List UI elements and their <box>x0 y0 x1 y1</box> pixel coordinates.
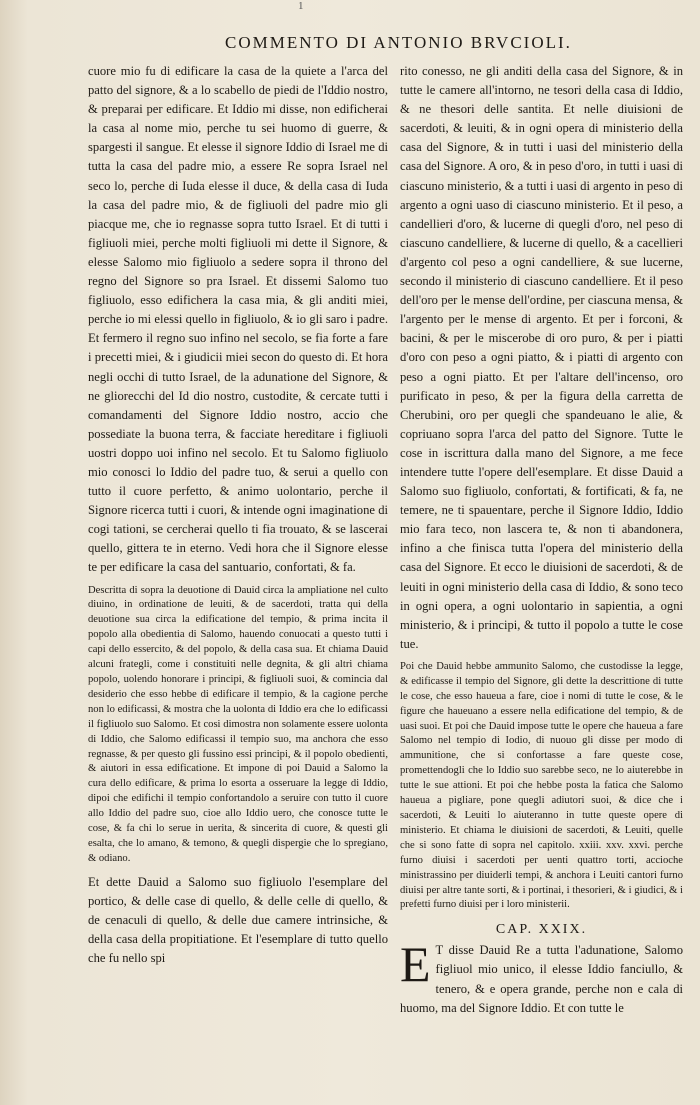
left-main-text: cuore mio fu di edificare la casa de la quiete a l'arca del patto del signore, & a lo scabello de piedi de l'Iddio nostro, & preparai per edificare. Et Iddio mi disse, non edificherai la casa al nome mio, perche tu sei huomo di guerre, & spargesti il sangue. Et elesse il signore Iddio di Israel me di tutta la casa del padre mio, a essere Re sopra Israel nel seco lo, perche di Iuda elesse il duce, & della casa di Iuda la casa del padre mio, & de figliuoli del padre mio gli piacque me, che io regnasse sopra tutto Israel. Et di tutti i figliuoli miei, perche molti figliuoli mi dette il Signore, & elesse Salomo mio figliuolo a sedere sopra il throno del regno del Signore so pra Israel. Et dissemi Salomo tuo figliuolo, esso edifichera la casa mia, & gli anditi miei, perche io mi elessi quello in figliuolo, & io gli saro i padre. Et fermero il regno suo infino nel secolo, se fia forte a fare i precetti miei, & i giudicii miei secon do questo di. Et hora negli occhi di tutto Israel, de la adunatione del Signore, & ne gliorecchi del Id dio nostro, custodite, & cercate tutti i comandamenti del Signore Iddio nostro, accio che possediate la buona terra, & facciate hereditare i figliuoli uostri doppo uoi infino nel secolo. Et tu Salomo figliuolo mio conosci lo Iddio del padre tuo, & serui a quello con tutto il cuore perfetto, & animo uolontario, perche il Signore ricerca tutti i cuori, & intende ogni imaginatione di cogi tationi, se cercherai quello ti fia trouato, & se lascerai quello, gittera te in eterno. Vedi hora che il Signore elesse te per edificare la casa del santuario, confortati, & fa. <box>88 64 388 575</box>
chapter-heading: CAP. XXIX. <box>495 922 588 938</box>
folio-mark: 1 <box>298 0 304 12</box>
left-column <box>88 62 388 968</box>
left-continuation-text: Et dette Dauid a Salomo suo figliuolo l'esemplare del portico, & delle case di quello, & delle celle di quello, & de cenaculi di quello, & delle due camere intrinsiche, & della casa della propitiatione. Et l'esemplare di tutto quello che fu nello spi <box>88 874 388 966</box>
right-commentary: Poi che Dauid hebbe ammunito Salomo, che custodisse la legge, & edificasse il tempio del Signore, gli dette la descrittione di tutte le cose, che esso haueua a fare, cioe i nomi di tutte le cose, & le figure che haueuano a essere nella edificatione del tempio, & de uasi suoi. Et poi che Dauid impose tutte le opere che haueua a fare Salomo nel tempio di Iodio, di nuouo gli disse per modo di ammunitione, che si confortasse a fare queste cose, promettendogli che lo Iddio suo sarebbe seco, ne lo aiuterebbe in tutte le sue attioni. Et poi che hebbe posta la fatica che Salomo haueua a pigliare, pone quegli adiutori suoi, & dice che i sacerdoti, & Leuiti lo aiuteranno in tutte queste opere di ministerio. Et chiama le diuisioni de sacerdoti, & Leuiti, quelle che si sono fatte di sopra nel capitolo. xxiii. xxv. xxvi. perche furno diuisi i sacerdoti per uenti quattro torti, accioche ministrassino per diuiderli tempi, & anchora i Leuiti cantori furno diuisi per altre tante sorti, & i portinai, i thesorieri, & i giudici, & i prefetti furno diuisi per i loro ministerii. <box>400 660 683 911</box>
right-main-text: rito conesso, ne gli anditi della casa del Signore, & in tutte le camere all'intorno, ne tesori della casa di Iddio, & ne thesori delle santita. Et nelle diuisioni de sacerdoti, & leuiti, & in ogni opera di ministerio della casa del Signore, & in tutti i uasi del ministerio della casa del Signore. A oro, & in peso d'oro, in tutti i uasi di ciascuno ministerio, & a tutti i uasi di argento in peso di argento a ogni uaso di ciascuno ministerio. Et il peso, a candellieri d'oro, & lucerne di quegli d'oro, nel peso di ciascuno candelliere, & lucerne di quello, & a cacellieri d'argento col peso a ogni candelliere, & sue lucerne, secondo il ministerio di ciascuno candelliere. Et il peso dell'oro per le mense dell'ordine, per ciascuna mensa, & l'argento per le mense di argento. Et per i forconi, & bacini, & per le miscerobe di oro puro, & per i piatti d'oro con peso a ogni piatto, & i piatti di argento con peso a ogni piatto. Et per l'altare dell'incenso, oro purificato in peso, & per la figura della carretta de Cherubini, oro per quegli che spandeuano le alie, & copriuano sopra l'arca del patto del Signore. Tutte le cose in iscrittura dalla mano del Signore, a me fece intendere tutte l'opere dell'esemplare. Et disse Dauid a Salomo suo figliuolo, confortati, & fortificati, & fa, ne temere, ne ti spauentare, perche il Signore Iddio, Iddio mio fara teco, non lascera te, & non ti abandonera, infino a che finisca tutta l'opera del ministerio della casa del Signore. Et ecco le diuisioni de sacerdoti, & de leuiti in ogni ministerio della casa di Iddio, & sono teco in ogni opera, a ogni uolontario in sapientia, a ogni ministerio, & i principi, & tutto il popolo a tutte le cose tue. <box>400 64 683 651</box>
left-commentary: Descritta di sopra la deuotione di Dauid circa la ampliatione nel culto diuino, in ordinatione de leuiti, & de sacerdoti, tratta qui della deuotione sua circa la edificatione del tempio, & prima incita il popolo alla obedientia di Salomo, hauendo conuocati a questo tutti i capi dello essercito, & del popolo, & della casa sua. Et chiama Dauid alcuni frategli, come i constituiti nelle degnita, & gli altri chiama popolo, uolendo honorare i principi, & figliuoli suoi, & comincia dal desiderio che esso hebbe di edificare il tempio, & la cagione perche non lo edificassi, & mostra che la uolonta di Iddio era che lo edificassi il figliuolo suo Salomo. Et cosi dimostra non solamente essere uolonta di Iddio, che Salomo edificassi il tempio suo, ma anchora che esso regnasse, & per questo gli fussino essi principi, & il popolo obedienti, & aiutori in essa edificatione. Et impone di poi Dauid a Salomo la cura dello edificare, & prima lo esorta a osseruare la legge di Iddio, dipoi che edifichi il tempio confortandolo a seruire con tutto il cuore allo Iddio del padre suo, cioe allo Iddio uero, che conosce tutte le cose, & fa chi lo serue in uerita, & sincerita di cuore, & questi gli esalta, che lo amano, & temono, & quegli dispergie che lo spregiano, & odiano. <box>88 584 388 864</box>
chapter-opening-text <box>400 936 683 1017</box>
drop-cap: E <box>400 936 431 993</box>
right-column <box>400 62 683 1018</box>
chapter-text: T disse Dauid Re a tutta l'adunatione, Salomo figliuol mio unico, il elesse Iddio fanciullo, & tenero, & e opera grande, perche non e cala di huomo, ma del Signore Iddio. Et con tutte le <box>400 943 683 1015</box>
running-head: COMMENTO DI ANTONIO BRVCIOLI. <box>225 33 572 52</box>
